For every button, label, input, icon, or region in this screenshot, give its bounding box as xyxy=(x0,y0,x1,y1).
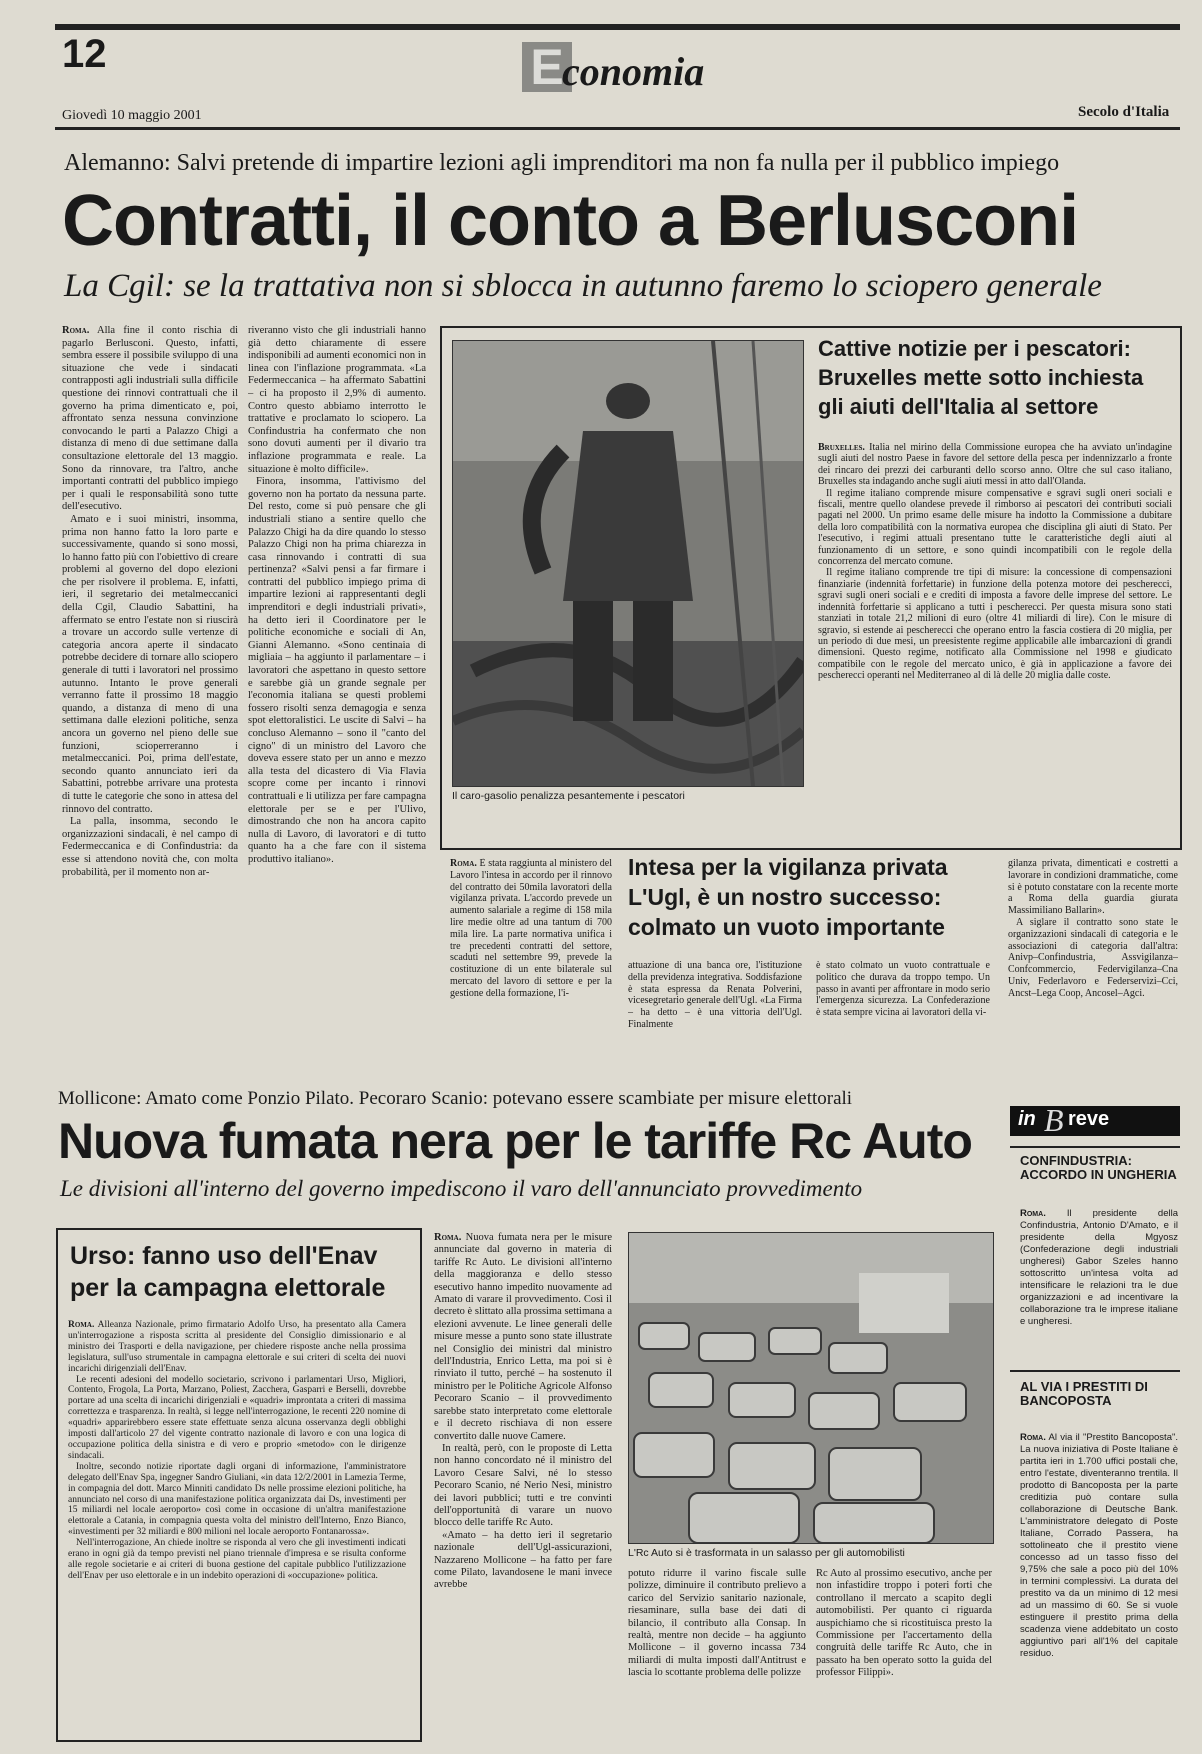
security-c2: attuazione di una banca ore, l'istituzione della previdenza integrativa. Soddisfazione è stata espressa da Renata Polverini, vicesegretario generale dell'Ugl. «La Firma – ha detto – è una vittoria dell'Ugl. Finalmente xyxy=(628,960,802,1030)
story2-dateline: Roma. xyxy=(434,1232,462,1243)
fishing-body xyxy=(818,442,1172,832)
urso-headline: Urso: fanno uso dell'Enav per la campagna elettorale xyxy=(70,1242,386,1302)
urso-p4: Nell'interrogazione, An chiede inoltre se risponda al vero che gli investimenti indicati erano in ogni già da tempo previsti nel piano triennale d'impresa e se risulta conforme alle regole societarie e ai criteri di buona gestione del capitale pubblico l'utilizzazione dell'Enav per uso elettorale e in un indebito operazioni di «occupazione» politica. xyxy=(68,1538,406,1581)
story2-col2: potuto ridurre il varino fiscale sulle polizze, diminuire il contributo prelievo a carico del Servizio sanitario nazionale, riesaminare, sulla base dei dati di bilancio, il contributo alla Consap. In realtà, mentre non decide – ha aggiunto Mollicone – il governo incassa 734 miliardi di multa imposti dall'Antitrust e lascia lo scottante problema delle polizze xyxy=(628,1568,806,1679)
story1-column-2 xyxy=(248,325,426,1065)
paper-name: Secolo d'Italia xyxy=(1078,104,1170,120)
story1-dateline: Roma. xyxy=(62,325,90,336)
story1-col1-p1: Alla fine il conto rischia di pagarlo Berlusconi. Questo, infatti, sembra essere il possibile sviluppo di una situazione che vede i sindacati contrapposti agli industriali sulla difficile questione dei rinnovi contrattuali che il governo ha prima dimenticato e, poi, affrontato senza nessuna convinzione convocando le parti a Palazzo Chigi a distanza di meno di due settimane dalla consultazione elettorale del 13 maggio. Sono da rinnovare, tra l'altro, anche importanti contratti del pubblico impiego per i quali le responsabilità sono tutte dell'esecutivo. xyxy=(62,325,238,513)
in-breve-b: B xyxy=(1044,1102,1064,1138)
traffic-photo-caption: L'Rc Auto si è trasformata in un salasso per gli automobilisti xyxy=(628,1547,905,1559)
security-c4: gilanza privata, dimenticati e costretti a lavorare in condizioni drammatiche, come si è potuto constatare con la recente morte a Roma della guardia giurata Massimiliano Ballarin». xyxy=(1008,858,1178,917)
in-breve-reve: reve xyxy=(1068,1108,1110,1130)
breve-item2-title: AL VIA I PRESTITI DI BANCOPOSTA xyxy=(1020,1379,1148,1408)
breve-item2-body xyxy=(1020,1432,1178,1738)
security-headline: Intesa per la vigilanza privata L'Ugl, è un nostro successo: colmato un vuoto importante xyxy=(628,854,948,940)
security-c3: è stato colmato un vuoto contrattuale e politico che durava da troppo tempo. Un passo in avanti per affrontare in modo serio l'emergenza sicurezza. La Confederazione è stata sempre vicina ai lavoratori della vi- xyxy=(816,960,990,1019)
in-breve-label xyxy=(1010,1102,1180,1138)
fishing-p1: Italia nel mirino della Commissione europea che ha avviato un'indagine sugli aiuti del nostro Paese in favore del settore della pesca per indennizzarlo a fronte dei rincaro dei prezzi dei carburanti dello scorso anno. Oltre che sul caso italiano, Bruxelles sta indagando anche sugli aiuti messi in atto dall'Olanda. xyxy=(818,442,1172,488)
fishing-photo-caption: Il caro-gasolio penalizza pesantemente i pescatori xyxy=(452,790,685,802)
traffic-photo xyxy=(628,1232,994,1544)
urso-body xyxy=(68,1320,406,1730)
security-c4b: A siglare il contratto sono state le organizzazioni sindacali di categoria e le associazioni di categoria dall'altra: Anivp–Confindustria, Assvigilanza–Confcommercio, Federvigilanza–Cna Univ, Federlavoro e Federservizi–Cci, Ancst–Lega Coop, Ancosel–Agci. xyxy=(1008,916,1178,999)
security-column-2 xyxy=(628,960,802,1050)
breve-rule-1 xyxy=(1010,1146,1180,1148)
fishing-p2: Il regime italiano comprende misure compensative e sgravi sugli oneri sociali e fiscali, mentre quello olandese prevede il rimborso ai pescatori dei contributi sociali pagati nel 2000. Un primo esame delle misure ha indotto la Commissione a dubitare della loro compatibilità con la normativa europea che disciplina gli aiuti di Stato. Per l'esecutivo, i regimi attuali presentano tutte le caratteristiche degli aiuti al funzionamento di un settore, e sono quindi incompatibili con le regole della concorrenza del mercato comune. xyxy=(818,487,1172,568)
traffic-image xyxy=(629,1233,993,1543)
breve-item1-dateline: Roma. xyxy=(1020,1208,1046,1219)
in-breve-in: in xyxy=(1018,1108,1036,1130)
section-initial: E xyxy=(530,39,564,95)
fishing-photo xyxy=(452,340,804,787)
urso-p2: Le recenti adesioni del modello societario, scrivono i parlamentari Urso, Migliori, Contento, Frogola, La Porta, Marzano, Poliest, Zacchera, Gasparri e Berselli, dovrebbe portare ad una scelta di incarichi dirigenziali e «quadri» improntata a criteri di massima correttezza e trasparenza. In realtà, si legge nell'interrogazione, le recenti 220 nomine di «quadri» apparirebbero essere state effettuate senza alcuna osservanza degli obblighi imposti dall'articolo 27 del vigente contratto nazionale di lavoro e con una logica di occupazione politica della sinistra e di vero e proprio «metodo» con le dirigenze sindacali. xyxy=(68,1374,406,1461)
breve-item1-text: Il presidente della Confindustria, Antonio D'Amato, e il presidente della Mgyosz (Confederazione degli industriali ungheresi) Gabor Szeles hanno sottoscritto un'intesa volta ad intensificare le relazioni tra le due organizzazioni e ad incentivare la collaborazione tra le imprese italiane e ungheresi. xyxy=(1020,1208,1178,1327)
story2-column-1 xyxy=(434,1232,612,1732)
urso-p3: Inoltre, secondo notizie riportate dagli organi di informazione, l'amministratore delegato dell'Enav Spa, ingegner Sandro Giuliani, «in data 12/2/2001 in Lamezia Terme, in compagnia del dott. Marco Minniti candidato Ds nelle prossime elezioni politiche, ha annunciato nel corso di una manifestazione politica organizzata dai Ds, investimenti per 15 miliardi nel locale aeroporto» così come in occasione di un'altra manifestazione elettorale a Catania, in compagnia questa volta del ministro dell'Interno, Enzo Bianco, «investimenti per 32 miliardi e 800 milioni nel locale aeroporto Fontanarossa». xyxy=(68,1461,406,1538)
breve-item2-dateline: Roma. xyxy=(1020,1432,1046,1443)
story1-col2-p1: riveranno visto che gli industriali hanno già detto chiaramente di essere indisponibili ad aumenti economici non in linea con l'inflazione programmata. «La Federmeccanica – ha affermato Sabattini – ci ha proposto il 2,9% di aumento. Contro questo abbiamo interrotto le trattative e proclamato lo sciopero. La Confindustria ha confermato che non sono dovuti aumenti per il divario tra inflazione programmata e reale. La situazione è molto difficile». xyxy=(248,325,426,475)
security-column-4 xyxy=(1008,858,1178,1048)
story2-subhead: Le divisioni all'interno del governo impediscono il varo dell'annunciato provvedimento xyxy=(60,1176,863,1201)
breve-item1-title: CONFINDUSTRIA: ACCORDO IN UNGHERIA xyxy=(1020,1153,1177,1182)
security-c1: È stata raggiunta al ministero del Lavoro l'intesa in accordo per il rinnovo del contratto dei 50mila lavoratori della vigilanza privata. L'accordo prevede un aumento salariale a regime di 158 mila lire medie oltre ad una tantum di 700 mila lire. La parte normativa unifica i tre precedenti contratti del settore, scaduti nel settembre 99, prevede la costituzione di un ente bilaterale sul mercato del lavoro di settore e per la gestione della formazione, l'i- xyxy=(450,858,612,999)
page-number: 12 xyxy=(62,32,107,76)
story1-col2-p2: Finora, insomma, l'attivismo del governo non ha portato da nessuna parte. Del resto, come si può pensare che gli industriali stiano a sentire quello che Palazzo Chigi ha da dire quando lo stesso Palazzo Chigi non ha prima chiarezza in casa rinnovando i contratti di sua pertinenza? «Salvi pensi a far firmare i contratti del pubblico impiego prima di impartire lezioni ai rappresentanti degli imprenditori e degli industriali privati», ha detto ieri il Coordinatore per le politiche economiche e sociali di An, Gianni Alemanno. «Sono centinaia di migliaia – ha aggiunto il parlamentare – i lavoratori che aspettano in questo settore e sarebbe già un grande segnale per l'economia italiana se questi problemi fossero risolti senza demagogia e senza spot elettoralistici. Le uscite di Salvi – ha concluso Alemanno – sono il "canto del cigno" di un ministro del Lavoro che doveva essere stato per un anno e mezzo alla testa del dicastero di Via Flavia scopre come per incanto i rinnovi contrattuali e li utilizza per fare campagna elettorale per se e per l'Ulivo, dimostrando che non ha ancora capito nulla di Lavoro, di lavoratori e di tutto quanto ha a che fare con il sistema produttivo italiano». xyxy=(248,476,426,865)
fishing-p3: Il regime italiano comprende tre tipi di misure: la concessione di compensazioni finanziarie (indennità forfettarie) in funzione della potenza motore dei pescherecci, sgravi sugli oneri sociali e e crediti di imposta a favore delle imprese del settore. Le indennità forfettarie si applicano a tutti i pescherecci. Per questa misura sono stati stanziati in totale 21,2 milioni di euro (oltre 41 miliardi di lire). Con le misure di sgravio, si estende ai pescherecci che operano entro la fascia costiera di 20 miglia, per un periodo di due mesi, un preesistente regime applicabile alle imbarcazioni di grandi dimensioni. Questo regime, notificato alla Commissione nel 1998 e giudicato compatibile con le regole del mercato unico, è già in applicazione a favore dei pescherecci operanti nel Mediterraneo al di là delle 20 miglia dalle coste. xyxy=(818,567,1172,682)
security-column-3 xyxy=(816,960,990,1050)
story2-col1: Nuova fumata nera per le misure annunciate dal governo in materia di tariffe Rc Auto. Le divisioni all'interno della maggioranza e dello stesso esecutivo hanno impedito nuovamente ad Amato di varare il provvedimento. Così il decreto è slittato alla prossima settimana a elezioni avvenute. Le linee generali delle misure messe a punto sono state illustrate nel Consiglio dei ministri dal ministro dell'Industria, Enrico Letta, ma poi si è rinviato il tutto, perché – ha sostenuto il ministro per le Politiche Agricole Alfonso Pecoraro Scanio – il provvedimento sarebbe stato interpretato come elettorale e il decreto rischiava di non essere convertito dalle nuove Camere. xyxy=(434,1232,612,1442)
story2-column-3 xyxy=(816,1568,992,1736)
masthead-rule xyxy=(55,127,1180,130)
story1-col1-p3: La palla, insomma, secondo le organizzazioni sindacali, è nel campo di Federmeccanica e di Confindustria: da esse si attendono novità che, con molta probabilità, per il momento non ar- xyxy=(62,816,238,878)
section-title: conomia xyxy=(562,49,705,94)
story2-headline: Nuova fumata nera per le tariffe Rc Auto xyxy=(58,1113,972,1169)
issue-date: Giovedì 10 maggio 2001 xyxy=(62,108,202,123)
story1-column-1 xyxy=(62,325,238,1065)
fisherman-image xyxy=(453,341,803,786)
security-column-1 xyxy=(450,858,612,1048)
story2-kicker: Mollicone: Amato come Ponzio Pilato. Pecoraro Scanio: potevano essere scambiate per misure elettorali xyxy=(58,1088,853,1109)
story1-headline: Contratti, il conto a Berlusconi xyxy=(62,181,1079,261)
story2-column-2 xyxy=(628,1568,806,1736)
story2-col1c: «Amato – ha detto ieri il segretario nazionale dell'Ugl-assicurazioni, Nazzareno Mollicone – ha fatto per fare come Pilato, lavandosene le mani invece avrebbe xyxy=(434,1529,612,1591)
fishing-headline: Cattive notizie per i pescatori: Bruxelles mette sotto inchiesta gli aiuti dell'Italia al settore xyxy=(818,336,1144,419)
story1-subhead: La Cgil: se la trattativa non si sblocca in autunno faremo lo sciopero generale xyxy=(64,268,1102,304)
breve-item2-text: Al via il "Prestito Bancoposta". La nuova iniziativa di Poste Italiane è partita ieri in 1.700 uffici postali che, entro l'estate, diventeranno trentila. Il prodotto di Bancoposta per la parte creditizia può contare sulla collaborazione di Deutsche Bank. L'amministratore delegato di Poste Italiane, Corrado Passera, ha sottolineato che il prestito viene concesso ad un tasso fisso del 9,75% che sale a poco più del 10% in termini complessivi. La durata del prestito va da un minimo di 12 mesi ad un massimo di 60. Se si vuole estinguere il prestito prima della scadenza viene addebitato un costo aggiuntivo pari all'1% del capitale residuo. xyxy=(1020,1432,1178,1659)
top-rule xyxy=(55,24,1180,30)
story1-kicker: Alemanno: Salvi pretende di impartire lezioni agli imprenditori ma non fa nulla per il pubblico impiego xyxy=(64,150,1060,176)
fishing-dateline: Bruxelles. xyxy=(818,442,865,453)
security-dateline: Roma. xyxy=(450,858,477,869)
story2-col3: Rc Auto al prossimo esecutivo, anche per non infastidire troppo i poteri forti che controllano il mercato a scapito degli automobilisti. Per quanto ci riguarda auspichiamo che si ricostituisca presto la Commissione per l'accertamento della congruità delle tariffe Rc Auto, che in passato ha ben operato sotto la guida del professor Filippi». xyxy=(816,1568,992,1679)
story1-col1-p2: Amato e i suoi ministri, insomma, prima non hanno fatto la loro parte e successivamente, quando si sono mossi, lo hanno fatto più con l'obiettivo di creare problemi al governo del dopo elezioni che per risolvere il problema. E, infatti, ieri, il segretario dei metalmeccanici della Cgil, Claudio Sabattini, ha affermato se entro l'estate non si riuscirà a trovare un accordo sulle vertenze di categoria ancora aperte il sindacato potrebbe decidere di tornare allo sciopero generale di tutti i lavoratori nel prossimo autunno. Intanto le prove generali verranno fatte il prossimo 18 maggio quando, a distanza di meno di una settimana dalle elezioni politiche, senza ancora un governo nel pieno delle sue funzioni, scioperreranno i metalmeccanici. Poi, prima dell'estate, secondo quanto annunciato ieri da Sabattini, potrebbe arrivare una protesta di tutte le categorie che sono in attesa del rinnovo del contratto. xyxy=(62,513,238,815)
breve-rule-2 xyxy=(1010,1370,1180,1372)
breve-item1-body xyxy=(1020,1208,1178,1368)
story2-col1b: In realtà, però, con le proposte di Letta non hanno concordato né il ministro del Lavoro Cesare Salvi, né lo stesso Pecoraro Scanio, né Nerio Nesi, ministro dei lavori pubblici; tutti e tre convinti dell'opportunità di varare un nuovo blocco delle tariffe Rc Auto. xyxy=(434,1442,612,1529)
urso-dateline: Roma. xyxy=(68,1320,95,1330)
urso-p1: Alleanza Nazionale, primo firmatario Adolfo Urso, ha presentato alla Camera un'interrogazione a risposta scritta al presidente del Consiglio dimissionario e al ministro dei Trasporti e della navigazione, per chiedere risposte anche nella prossima legislatura, sull'uso strumentale in campagna elettorale e sui criteri di scelta dei nuovi incarichi dirigenziali dell'Enav. xyxy=(68,1320,406,1374)
